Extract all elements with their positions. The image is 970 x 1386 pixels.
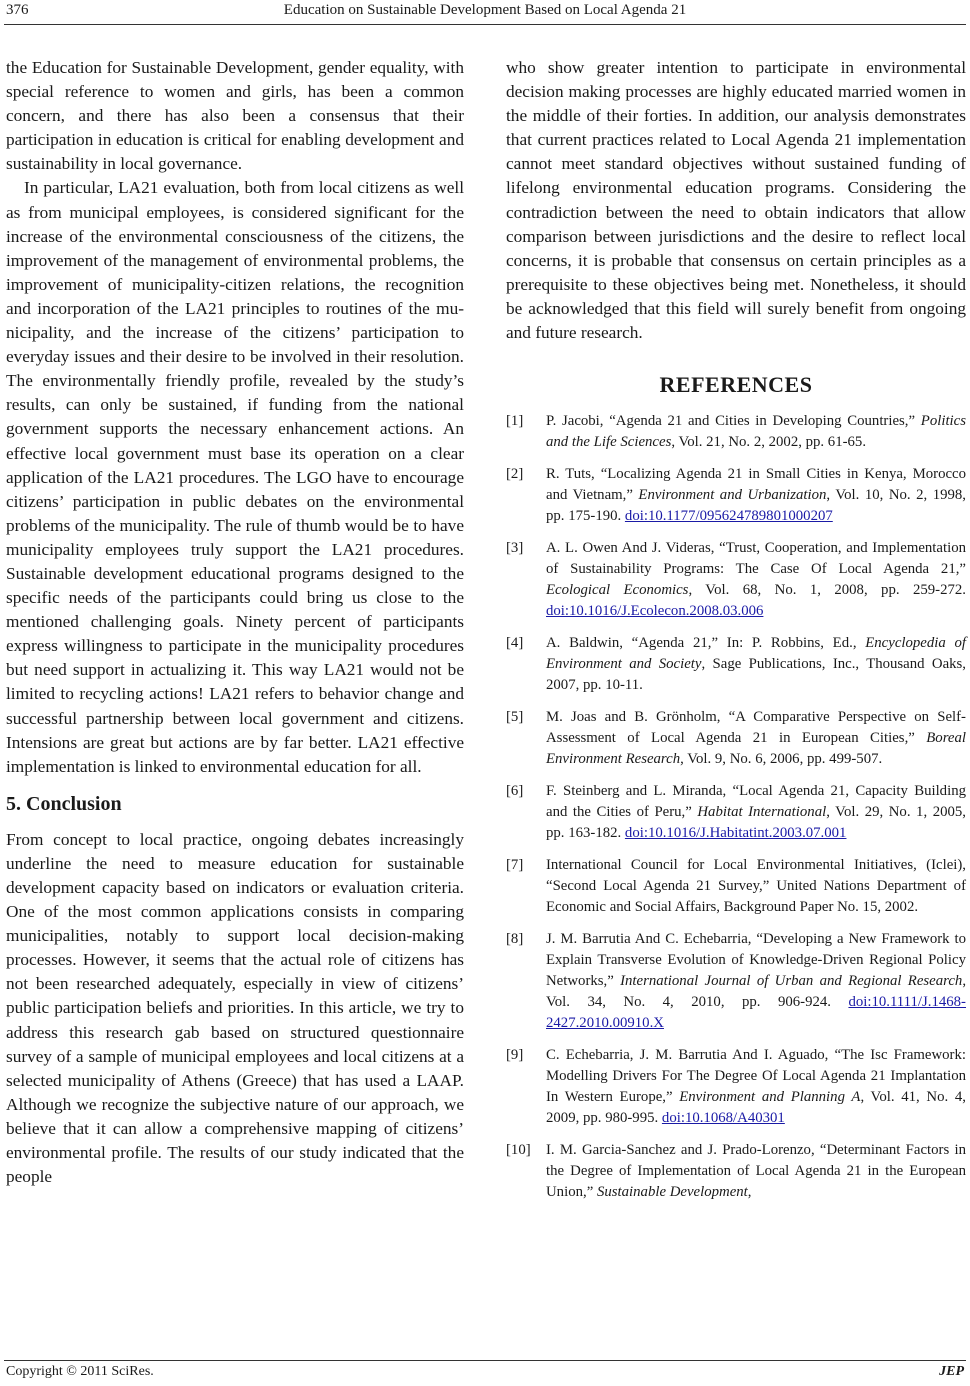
doi-link[interactable]: doi:10.1111/J.1468-2427.2010.00910.X (546, 994, 966, 1032)
reference-number: [3] (506, 540, 524, 557)
section-heading-conclusion: 5. Conclusion (6, 792, 122, 815)
doi-link[interactable]: doi:10.1016/J.Ecolecon.2008.03.006 (546, 603, 764, 620)
reference-item (506, 781, 966, 844)
reference-authors-title: International Council for Local Environmental Initiatives, (Iclei), “Second Local Agenda 21 Survey,” United Nations Department of Economic and Social Affairs, Background Paper No. 15, 2002. (546, 857, 966, 916)
reference-details: , Vol. 10, No. 2, 1998, pp. 175-190. (546, 487, 966, 525)
reference-item (506, 538, 966, 622)
reference-item (506, 929, 966, 1034)
footer-rule (4, 1360, 966, 1361)
reference-text (546, 1045, 966, 1129)
reference-details: , Vol. 21, No. 2, 2002, pp. 61-65. (671, 434, 867, 451)
reference-authors-title: C. Echebarria, J. M. Barrutia And I. Aguado, “The Isc Framework: Modelling Drivers For The Degree Of Local Agenda 21 Implantation In Western Europe,” (546, 1047, 966, 1106)
reference-number: [2] (506, 466, 524, 483)
page-header (0, 0, 970, 34)
reference-text (546, 538, 966, 622)
reference-authors-title: M. Joas and B. Grönholm, “A Comparative Perspective on Self-Assessment of Local Agenda 21 in European Cities,” (546, 709, 966, 747)
reference-journal: Habitat International (697, 804, 827, 821)
reference-number: [10] (506, 1142, 531, 1159)
reference-authors-title: F. Steinberg and L. Miranda, “Local Agenda 21, Capacity Building and the Cities of Peru,” (546, 783, 966, 821)
reference-details: , Vol. 41, No. 4, 2009, pp. 980-995. (546, 1089, 967, 1127)
running-title: Education on Sustainable Development Based on Local Agenda 21 (283, 2, 687, 18)
reference-text (546, 929, 966, 1034)
reference-details: , (747, 1184, 752, 1201)
reference-number: [6] (506, 783, 524, 800)
reference-details: , Sage Publications, Inc., Thousand Oaks, 2007, pp. 10-11. (546, 656, 966, 694)
reference-authors-title: I. M. Garcia-Sanchez and J. Prado-Lorenzo, “Determinant Factors in the Degree of Implementation of Local Agenda 21 in the European Union,” (546, 1142, 966, 1201)
reference-authors-title: A. Baldwin, “Agenda 21,” In: P. Robbins, Ed., (546, 635, 866, 652)
reference-item (506, 1045, 966, 1129)
doi-link[interactable]: doi:10.1016/J.Habitatint.2003.07.001 (624, 825, 847, 842)
body-paragraph-2: In particular, LA21 evaluation, both from local citizens as well as from municipal employees, is considered significant for the increase of the environmental consciousness of the citizens, the improvement of the management of environmental problems, the improvement of municipality-citizen relations, the recognition and incorporation of the LA21 principles to routines of the municipality, and the increase of the citizens’ participation to everyday issues and their desire to be involved in their resolution. The environmentally friendly profile, revealed by the study’s results, can only be sustained, if funding from the national government supports the necessary enhancement actions. An effective local government must base its operation on a clear application of the LA21 procedures. The LGO have to encourage citizens’ participation in public debates on the environmental problems of the municipality. The rule of thumb would be to have municipality employees truly support the LA21 procedures. Sustainable development educational programs designed to the specific needs of the participants could bring us close to the mentioned challenging goals. Ninety percent of participants express willingness to participate in the municipality procedures but need support in actualizing it. This way LA21 would not be limited to recycling actions! LA21 refers to behavior change and successful partnership between local government and citizens. Intensions are great but actions are by far better. LA21 effective implementation is linked to environmental education for all. (6, 178, 464, 776)
reference-details: , Vol. 9, No. 6, 2006, pp. 499-507. (680, 751, 883, 768)
reference-authors-title: A. L. Owen And J. Videras, “Trust, Cooperation, and Implementation of Sustainability Programs: The Case Of Local Agenda 21,” (546, 540, 966, 578)
reference-details: , Vol. 29, No. 1, 2005, pp. 163-182. (546, 804, 966, 842)
reference-details: , Vol. 34, No. 4, 2010, pp. 906-924. (546, 973, 967, 1011)
reference-journal: Politics and the Life Sciences (546, 413, 966, 451)
reference-journal: Boreal Environment Research (546, 730, 966, 768)
page-number: 376 (6, 2, 29, 18)
reference-text (546, 464, 966, 527)
reference-authors-title: R. Tuts, “Localizing Agenda 21 in Small Cities in Kenya, Morocco and Vietnam,” (546, 466, 966, 504)
reference-journal: Sustainable Development (596, 1184, 748, 1201)
reference-list (506, 411, 966, 1203)
references-heading: REFERENCES (659, 372, 813, 398)
reference-journal: Environment and Planning A (679, 1089, 861, 1106)
reference-text (546, 411, 966, 453)
reference-number: [1] (506, 413, 524, 430)
copyright-notice: Copyright © 2011 SciRes. (6, 1364, 154, 1379)
reference-item (506, 1140, 966, 1203)
reference-item (506, 464, 966, 527)
body-paragraph-continued: who show greater intention to participate in environmental decision making processes are highly educated married women in the middle of their forties. In addition, our analysis demonstrates that current practices related to Local Agenda 21 implementation cannot meet standard objectives without sustained funding of lifelong environmental education programs. Considering the contradiction between the need to obtain indicators that allow comparison between jurisdictions and the desire to reflect local concerns, it is probable that consensus on certain principles as a prerequisite to these objectives being met. Nonetheless, it should be acknowledged that this field will surely benefit from ongoing and future research. (506, 58, 966, 343)
left-column (6, 56, 464, 1189)
reference-item (506, 633, 966, 696)
reference-details: , Vol. 68, No. 1, 2008, pp. 259-272. (688, 582, 966, 599)
reference-text (546, 707, 966, 770)
right-column (506, 56, 966, 1214)
reference-item (506, 855, 966, 918)
header-rule (4, 24, 966, 25)
doi-link[interactable]: doi:10.1177/095624789801000207 (624, 508, 833, 525)
reference-number: [4] (506, 635, 524, 652)
reference-journal: Environment and Urbanization (638, 487, 827, 504)
reference-journal: Ecological Economics (546, 582, 689, 599)
reference-journal: Encyclopedia of Environment and Society (546, 635, 967, 673)
reference-number: [8] (506, 931, 524, 948)
reference-text (546, 781, 966, 844)
reference-number: [5] (506, 709, 524, 726)
doi-link[interactable]: doi:10.1068/A40301 (661, 1110, 785, 1127)
reference-text (546, 633, 966, 696)
reference-item (506, 707, 966, 770)
reference-number: [7] (506, 857, 524, 874)
reference-number: [9] (506, 1047, 524, 1064)
reference-journal: International Journal of Urban and Regional Research (620, 973, 963, 990)
body-paragraph-conclusion: From concept to local practice, ongoing debates increasingly underline the need to measure education for sustainable development capacity based on indicators or evaluation criteria. One of the most common applications consists in comparing municipalities, notably to support local decision-making processes. However, it seems that the actual role of citizens has not been researched adequately, especially in view of citizens’ public participation beliefs and priorities. In this article, we try to address this research gab based on structured questionnaire survey of a sample of municipal employees and local citizens at a selected municipality of Athens (Greece) that has used a LAAP. Although we recognize the subjective nature of our approach, we believe that it can allow a comprehensive mapping of citizens’ environmental profile. The results of our study indicated that the people (6, 829, 464, 1187)
reference-text (546, 855, 966, 918)
journal-abbreviation: JEP (939, 1364, 964, 1379)
body-paragraph-1: the Education for Sustainable Development, gender equality, with special reference to women and girls, has been a common concern, and there has also been a consensus that their participation in education is critical for enabling development and sustainability in local governance. (6, 58, 464, 174)
reference-text (546, 1140, 966, 1203)
reference-item (506, 411, 966, 453)
reference-authors-title: P. Jacobi, “Agenda 21 and Cities in Developing Countries,” (546, 413, 921, 430)
reference-authors-title: J. M. Barrutia And C. Echebarria, “Developing a New Framework to Explain Transverse Evolution of Knowledge-Driven Regional Policy Networks,” (546, 931, 966, 990)
